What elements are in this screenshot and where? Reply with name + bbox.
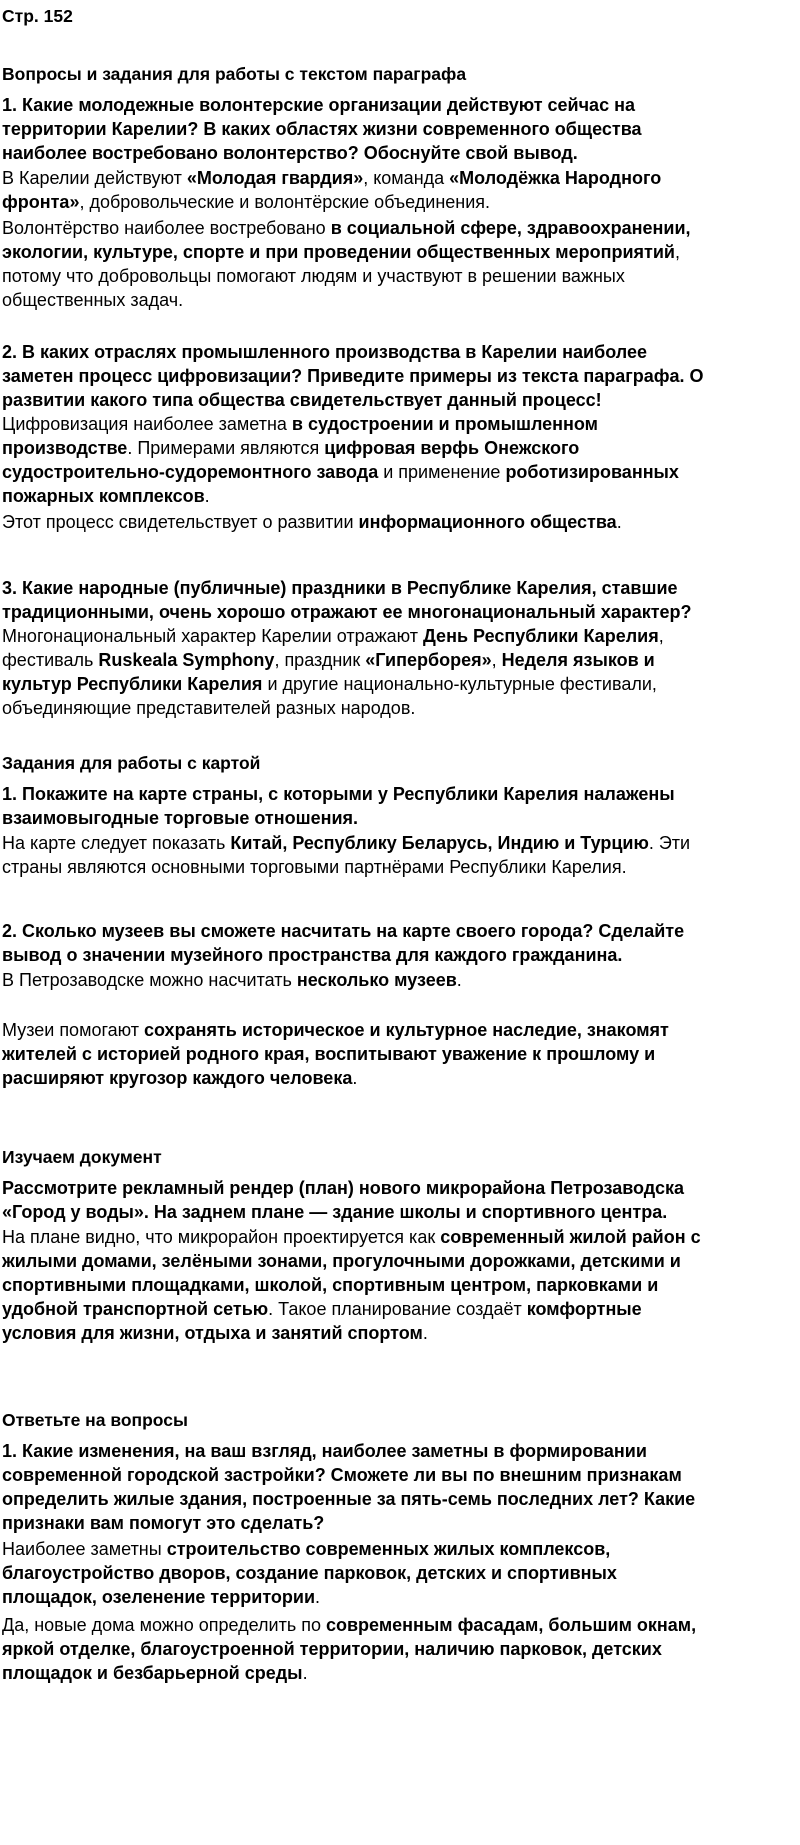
answer-line xyxy=(2,510,622,534)
question-line: «Город у воды». На заднем плане — здание школы и спортивного центра. xyxy=(2,1202,668,1222)
answer-text: фестиваль xyxy=(2,650,99,670)
question-line: наиболее востребовано волонтерство? Обоснуйте свой вывод. xyxy=(2,143,578,163)
question-line: развитии какого типа общества свидетельствует данный процесс! xyxy=(2,390,602,410)
answer-bold-text: судостроительно-судоремонтного завода xyxy=(2,462,379,482)
answer-text: Да, новые дома можно определить по xyxy=(2,1615,326,1635)
answer-line xyxy=(2,460,679,484)
question-digitalization xyxy=(2,340,704,412)
question-museums xyxy=(2,919,684,967)
answer-line xyxy=(2,166,661,190)
answer-text: На плане видно, что микрорайон проектируется как xyxy=(2,1227,441,1247)
answer-line xyxy=(2,1613,696,1637)
answer-text: Наиболее заметны xyxy=(2,1539,167,1559)
question-line: современной городской застройки? Сможете ли вы по внешним признакам xyxy=(2,1465,682,1485)
answer-text: Многонациональный характер Карелии отражают xyxy=(2,626,424,646)
question-urban-development xyxy=(2,1439,695,1535)
answer-text: страны являются основными торговыми партнёрами Республики Карелия. xyxy=(2,857,627,877)
answer-paragraph xyxy=(2,831,690,879)
answer-text: Цифровизация наиболее заметна xyxy=(2,414,292,434)
section-heading-document-study: Изучаем документ xyxy=(2,1147,162,1167)
answer-paragraph xyxy=(2,1225,701,1345)
answer-paragraph xyxy=(2,624,664,720)
answer-text: На карте следует показать xyxy=(2,833,231,853)
answer-line xyxy=(2,1042,669,1066)
answer-bold-text: «Молодая гвардия» xyxy=(186,168,364,188)
answer-bold-text: в социальной сфере, здравоохранении, xyxy=(330,218,691,238)
answer-bold-text: яркой отделке, благоустроенной территории, наличию парковок, детских xyxy=(2,1639,662,1659)
question-line: территории Карелии? В каких областях жизни современного общества xyxy=(2,119,642,139)
section-heading-answer-questions: Ответьте на вопросы xyxy=(2,1410,188,1430)
answer-line xyxy=(2,1661,696,1685)
answer-text: . xyxy=(456,970,462,990)
answer-bold-text: пожарных комплексов xyxy=(2,486,205,506)
answer-bold-text: условия для жизни, отдыха и занятий спортом xyxy=(2,1323,423,1343)
answer-text: и другие национально-культурные фестивали, xyxy=(262,674,657,694)
answer-line xyxy=(2,1297,701,1321)
answer-bold-text: «Гиперборея» xyxy=(365,650,492,670)
answer-line xyxy=(2,1537,617,1561)
answer-line xyxy=(2,1225,701,1249)
answer-text: . xyxy=(315,1587,321,1607)
answer-text: , команда xyxy=(363,168,450,188)
answer-bold-text: цифровая верфь Онежского xyxy=(324,438,580,458)
answer-bold-text: строительство современных жилых комплексов, xyxy=(166,1539,611,1559)
question-line: определить жилые здания, построенные за пять-семь последних лет? Какие xyxy=(2,1489,696,1509)
answer-text: , xyxy=(658,626,664,646)
answer-bold-text: площадок и безбарьерной среды xyxy=(2,1663,303,1683)
answer-line xyxy=(2,1585,617,1609)
answer-line xyxy=(2,672,664,696)
question-line: 1. Какие молодежные волонтерские организации действуют сейчас на xyxy=(2,95,635,115)
answer-text: В Карелии действуют xyxy=(2,168,187,188)
answer-text: . Примерами являются xyxy=(127,438,325,458)
answer-text: . xyxy=(616,512,622,532)
answer-text: Волонтёрство наиболее востребовано xyxy=(2,218,331,238)
answer-line xyxy=(2,648,664,672)
answer-bold-text: культур Республики Карелия xyxy=(2,674,263,694)
answer-line xyxy=(2,624,664,648)
answer-text: . Такое планирование создаёт xyxy=(268,1299,527,1319)
answer-line xyxy=(2,412,679,436)
answer-bold-text: сохранять историческое и культурное наследие, знакомят xyxy=(144,1020,669,1040)
answer-text: . xyxy=(204,486,210,506)
question-city-by-water-render xyxy=(2,1176,684,1224)
answer-line xyxy=(2,288,691,312)
answer-bold-text: площадок, озеленение территории xyxy=(2,1587,316,1607)
question-line: признаки вам помогут это сделать? xyxy=(2,1513,325,1533)
question-line: традиционными, очень хорошо отражают ее многонациональный характер? xyxy=(2,602,692,622)
answer-text: объединяющие представителей разных народов. xyxy=(2,698,416,718)
section-heading-map-tasks: Задания для работы с картой xyxy=(2,753,261,773)
answer-line xyxy=(2,484,679,508)
answer-paragraph xyxy=(2,216,691,312)
answer-line xyxy=(2,1637,696,1661)
answer-bold-text: Неделя языков и xyxy=(501,650,655,670)
answer-line xyxy=(2,1018,669,1042)
answer-text: Музеи помогают xyxy=(2,1020,144,1040)
answer-text: , xyxy=(491,650,502,670)
question-line: вывод о значении музейного пространства для каждого гражданина. xyxy=(2,945,623,965)
answer-line xyxy=(2,240,691,264)
answer-bold-text: спортивными площадками, школой, спортивным центром, парковками и xyxy=(2,1275,659,1295)
answer-line xyxy=(2,1273,701,1297)
answer-text: и применение xyxy=(378,462,506,482)
answer-text: . xyxy=(352,1068,358,1088)
question-line: 2. В каких отраслях промышленного производства в Карелии наиболее xyxy=(2,342,647,362)
answer-bold-text: День Республики Карелия xyxy=(423,626,659,646)
question-line: 1. Покажите на карте страны, с которыми у Республики Карелия налажены xyxy=(2,784,675,804)
answer-line xyxy=(2,436,679,460)
question-line: взаимовыгодные торговые отношения. xyxy=(2,808,359,828)
answer-bold-text: информационного общества xyxy=(358,512,617,532)
question-volunteer-organizations xyxy=(2,93,642,165)
question-line: заметен процесс цифровизации? Приведите примеры из текста параграфа. О xyxy=(2,366,704,386)
answer-bold-text: комфортные xyxy=(526,1299,642,1319)
answer-text: , xyxy=(675,242,681,262)
answer-line xyxy=(2,855,690,879)
answer-bold-text: роботизированных xyxy=(505,462,679,482)
answer-line xyxy=(2,968,462,992)
answer-text: Этот процесс свидетельствует о развитии xyxy=(2,512,359,532)
answer-bold-text: современный жилой район с xyxy=(440,1227,701,1247)
answer-line xyxy=(2,831,690,855)
answer-paragraph xyxy=(2,1018,669,1090)
answer-bold-text: «Молодёжка Народного xyxy=(449,168,662,188)
answer-paragraph xyxy=(2,412,679,508)
answer-bold-text: Китай, Республику Беларусь, Индию и Турцию xyxy=(230,833,649,853)
answer-text: . Эти xyxy=(648,833,691,853)
answer-text: , добровольческие и волонтёрские объединения. xyxy=(79,192,491,212)
answer-line xyxy=(2,696,664,720)
answer-bold-text: жителей с историей родного края, воспитывают уважение к прошлому и xyxy=(2,1044,656,1064)
answer-bold-text: расширяют кругозор каждого человека xyxy=(2,1068,353,1088)
answer-line xyxy=(2,1249,701,1273)
answer-line xyxy=(2,264,691,288)
answer-text: . xyxy=(302,1663,308,1683)
answer-line xyxy=(2,1561,617,1585)
answer-bold-text: фронта» xyxy=(2,192,80,212)
answer-text: . xyxy=(422,1323,428,1343)
answer-bold-text: удобной транспортной сетью xyxy=(2,1299,269,1319)
answer-paragraph xyxy=(2,1537,617,1609)
answer-paragraph xyxy=(2,166,661,214)
answer-line xyxy=(2,1321,701,1345)
answer-bold-text: экологии, культуре, спорте и при проведении общественных мероприятий xyxy=(2,242,675,262)
answer-paragraph xyxy=(2,510,622,534)
answer-bold-text: Ruskeala Symphony xyxy=(98,650,275,670)
answer-bold-text: несколько музеев xyxy=(296,970,457,990)
question-line: Рассмотрите рекламный рендер (план) нового микрорайона Петрозаводска xyxy=(2,1178,685,1198)
answer-text: , праздник xyxy=(274,650,366,670)
answer-line xyxy=(2,1066,669,1090)
question-holidays xyxy=(2,576,692,624)
question-line: 2. Сколько музеев вы сможете насчитать на карте своего города? Сделайте xyxy=(2,921,685,941)
answer-text: общественных задач. xyxy=(2,290,184,310)
answer-bold-text: современным фасадам, большим окнам, xyxy=(325,1615,697,1635)
answer-paragraph xyxy=(2,1613,696,1685)
section-heading-text-questions: Вопросы и задания для работы с текстом параграфа xyxy=(2,64,467,84)
page-number-title: Стр. 152 xyxy=(2,6,73,26)
question-line: 3. Какие народные (публичные) праздники в Республике Карелия, ставшие xyxy=(2,578,678,598)
answer-text: В Петрозаводске можно насчитать xyxy=(2,970,297,990)
answer-bold-text: производстве xyxy=(2,438,128,458)
answer-line xyxy=(2,216,691,240)
answer-bold-text: в судостроении и промышленном xyxy=(291,414,598,434)
answer-text: потому что добровольцы помогают людям и участвуют в решении важных xyxy=(2,266,625,286)
answer-bold-text: благоустройство дворов, создание парковок, детских и спортивных xyxy=(2,1563,617,1583)
answer-bold-text: жилыми домами, зелёными зонами, прогулочными дорожками, детскими и xyxy=(2,1251,681,1271)
answer-paragraph xyxy=(2,968,462,992)
question-line: 1. Какие изменения, на ваш взгляд, наиболее заметны в формировании xyxy=(2,1441,647,1461)
answer-line xyxy=(2,190,661,214)
question-trade-partners xyxy=(2,782,675,830)
